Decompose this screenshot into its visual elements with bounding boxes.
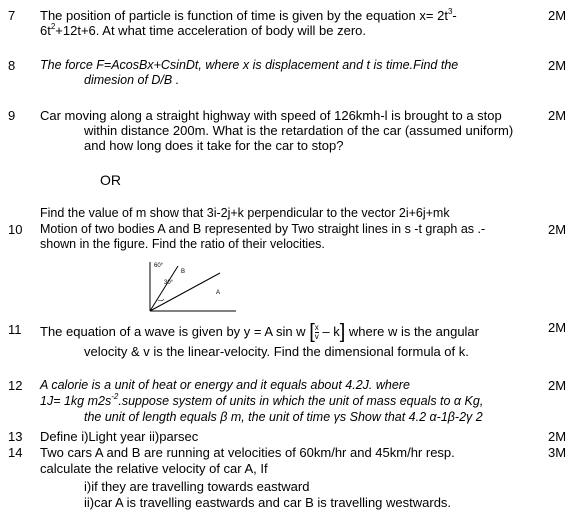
question-text-line: 1J= 1kg $m2s^{-2}.suppose$ system of units in which the unit of mass equals to α Kg, — [40, 391, 484, 408]
line-label-b: B — [181, 269, 186, 275]
question-text-line: Two cars A and B are running at velocities of 60km/hr and 45km/hr resp. — [40, 445, 455, 460]
marks-label: 2M — [548, 320, 567, 335]
marks-label: 2M — [548, 222, 567, 237]
question-text-line: calculate the relative velocity of car A, If — [40, 461, 268, 476]
question-number: 9 — [8, 108, 16, 123]
question-text-line: Car moving along a straight highway with speed of 126kmh-l is brought to a stop — [40, 108, 502, 123]
question-text-line: Define i)Light year ii)parsec — [40, 429, 199, 444]
question-text-line: the unit of length equals β m, the unit of time γs Show that 4.2 α-1β-2γ 2 — [84, 410, 483, 424]
line-a — [150, 273, 220, 311]
question-text-line: The equation of a wave is given by y = A sin w [$\frac{x}{v}$ – k] where w is the angular — [40, 321, 479, 344]
or-separator: OR — [100, 172, 121, 188]
marks-label: 2M — [548, 378, 567, 393]
question-text-line: within distance 200m. What is the retardation of the car (assumed uniform) — [84, 123, 514, 138]
question-text-line: velocity & v is the linear-velocity. Find the dimensional formula of k. — [84, 344, 469, 359]
line-b — [150, 266, 178, 311]
question-text-line: A calorie is a unit of heat or energy and it equals about 4.2J. where — [40, 378, 410, 392]
angle-arc — [158, 299, 164, 301]
question-number: 12 — [8, 378, 23, 393]
question-text-line: Motion of two bodies A and B represented by Two straight lines in s -t graph as .- — [40, 222, 486, 236]
question-number: 11 — [8, 322, 22, 337]
marks-label: 2M — [548, 108, 567, 123]
question-text-line: ii)car A is travelling eastwards and car B is travelling westwards. — [84, 495, 452, 510]
marks-label: 2M — [548, 58, 567, 73]
question-text-line: The position of particle is function of time is given by the equation $x= 2t^3-$ — [40, 6, 457, 23]
line-label-a: A — [216, 290, 221, 296]
marks-label: 2M — [548, 8, 567, 23]
question-text-line: The force F=AcosBx+CsinDt, where x is displacement and t is time.Find the — [40, 58, 459, 72]
marks-label: 3M — [548, 445, 567, 460]
question-text-line: $6t^2+12t+6$. At what time acceleration of body will be zero. — [40, 21, 367, 38]
marks-label: 2M — [548, 429, 567, 444]
question-text-line: and how long does it take for the car to stop? — [84, 138, 344, 153]
question-text-line: shown in the figure. Find the ratio of their velocities. — [40, 237, 325, 251]
question-number: 13 — [8, 429, 23, 444]
st-graph-figure — [140, 256, 240, 318]
question-number: 14 — [8, 445, 23, 460]
question-number: 7 — [8, 8, 16, 23]
right-bracket: ] — [339, 321, 346, 344]
alternate-question-text: Find the value of m show that 3i-2j+k perpendicular to the vector 2i+6j+mk — [40, 206, 450, 220]
question-text-line: dimesion of D/B . — [84, 73, 180, 87]
angle-label-30: 30° — [164, 280, 174, 286]
question-text-line: i)if they are travelling towards eastward — [84, 479, 310, 494]
question-number: 10 — [8, 222, 23, 237]
angle-label-60: 60° — [154, 263, 164, 269]
left-bracket: [ — [309, 321, 315, 344]
question-number: 8 — [8, 58, 16, 73]
fraction-x-over-v: $\frac{x}{v}$ — [314, 323, 319, 342]
